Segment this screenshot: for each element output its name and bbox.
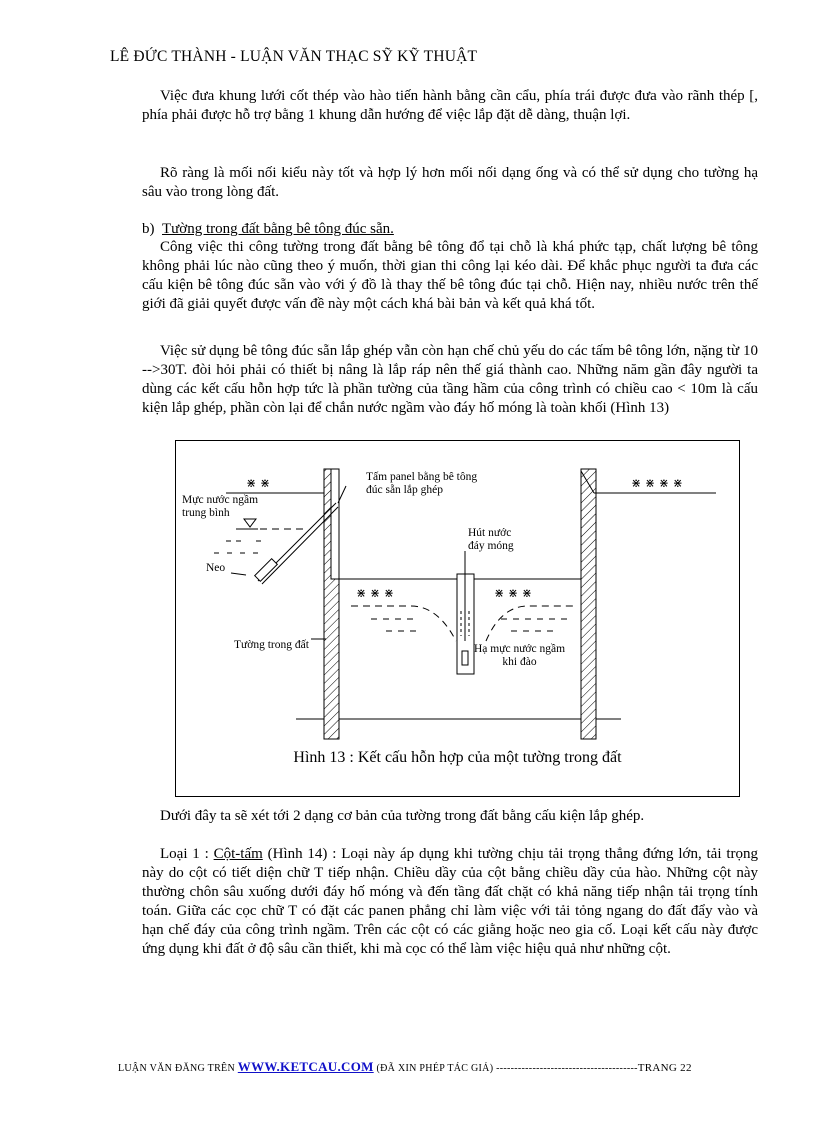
paragraph-text: Việc sử dụng bê tông đúc sẵn lắp ghép vẫn còn hạn chế chủ yếu do các tấm bê tông lớn, nặng từ 10 -->30T. đòi hỏi phải có thiết bị nâng là lắp ráp nên thế giá thành cao. Những năm gần đây người ta dùng các kết cấu hỗn hợp tức là phần tường của tầng hầm của công trình có chiều cao < 10m là cấu kiện lắp ghép, phần còn lại để chắn nước ngầm vào đáy hố móng là toàn khối (Hình 13) (142, 343, 758, 416)
footer-suffix: (ĐÃ XIN PHÉP TÁC GIẢ) --------------------------------------- (373, 1063, 638, 1074)
paragraph-rebar-cage (142, 87, 758, 125)
anchor-grout (255, 559, 278, 582)
section-b-heading (142, 220, 758, 239)
paragraph-text: Rõ ràng là mối nối kiểu này tốt và hợp lý hơn mối nối dạng ống và có thể sử dụng cho tường hạ sâu vào trong lòng đất. (142, 165, 758, 200)
type-lead: Loại 1 : (160, 846, 214, 862)
paragraph-precast-intro (142, 238, 758, 314)
svg-text:⋇ ⋇ ⋇: ⋇ ⋇ ⋇ (494, 586, 532, 600)
paragraph-text: Việc đưa khung lưới cốt thép vào hào tiến hành bằng cần cẩu, phía trái được đưa vào rãnh thép [, phía phải được hỗ trợ bằng 1 khung dẫn hướng để việc lắp đặt dễ dàng, thuận lợi. (142, 88, 758, 123)
label-lowered-water: Hạ mực nước ngầm khi đào (474, 643, 566, 668)
label-precast-panel: Tấm panel bằng bê tông đúc sẵn lắp ghép (366, 471, 478, 496)
figure-13 (175, 440, 740, 797)
figure-caption: Hình 13 : Kết cấu hỗn hợp của một tường trong đất (293, 749, 622, 766)
precast-panel (331, 469, 339, 579)
label-groundwater: Mực nước ngầm trung bình (182, 494, 259, 519)
page-number: TRANG 22 (637, 1062, 692, 1074)
paragraph-two-types (142, 807, 758, 826)
svg-text:⋇ ⋇ ⋇ ⋇: ⋇ ⋇ ⋇ ⋇ (631, 476, 683, 490)
label-anchor: Neo (206, 562, 226, 574)
paragraph-precast-limits (142, 342, 758, 418)
paragraph-text: Công việc thi công tường trong đất bằng bê tông đổ tại chỗ là khá phức tạp, chất lượng bê tông không phải lúc nào cũng theo ý muốn, thời gian thi công lại kéo dài. Để khắc phục người ta đưa các cấu kiện bê tông đúc sẵn vào với ý đồ là thay thế bê tông đúc tại chỗ. Hiện nay, nhiều nước trên thế giới đã giải quyết được vấn đề này một cách khá bài bản và kết quả khá tốt. (142, 239, 758, 312)
svg-text:⋇ ⋇ ⋇: ⋇ ⋇ ⋇ (356, 586, 394, 600)
page-header: LÊ ĐỨC THÀNH - LUẬN VĂN THẠC SỸ KỸ THUẬT (110, 48, 478, 65)
section-marker: b) (142, 221, 155, 237)
label-diaphragm-wall: Tường trong đất (234, 639, 309, 651)
svg-text:⋇ ⋇: ⋇ ⋇ (246, 476, 270, 490)
right-diaphragm-wall (581, 469, 596, 739)
footer-site-link[interactable]: WWW.KETCAU.COM (237, 1059, 374, 1074)
page-footer (118, 1059, 692, 1075)
paragraph-joint-comparison (142, 164, 758, 202)
footer-prefix: LUẬN VĂN ĐĂNG TRÊN (118, 1063, 238, 1074)
paragraph-type-1 (142, 845, 758, 959)
section-title: Tường trong đất bằng bê tông đúc sẵn. (162, 221, 394, 237)
type-term: Cột-tấm (213, 846, 263, 862)
label-pumping: Hút nước đáy móng (468, 527, 514, 552)
paragraph-text: Dưới đây ta sẽ xét tới 2 dạng cơ bản của tường trong đất bằng cấu kiện lắp ghép. (160, 808, 645, 824)
paragraph-text: (Hình 14) : Loại này áp dụng khi tường chịu tải trọng thẳng đứng lớn, tải trọng này do cột có tiết diện chữ T tiếp nhận. Chiều dầy của cột bằng chiều dầy của hào. Những cột này thường chôn sâu xuống dưới đáy hố móng và đến tầng đất chặt có khả năng tiếp nhận tải trọng tính toán. Giữa các cọc chữ T có đặt các panen phẳng chỉ làm việc với tải tỏng ngang do đất đẩy vào và hạn chế đáy của công trình ngầm. Trên các cột có các giằng hoặc neo gia cố. Loại kết cấu này được ứng dụng khi đất ở độ sâu cần thiết, khi mà cọc có thể làm việc hiệu quả như những cột. (142, 846, 758, 957)
